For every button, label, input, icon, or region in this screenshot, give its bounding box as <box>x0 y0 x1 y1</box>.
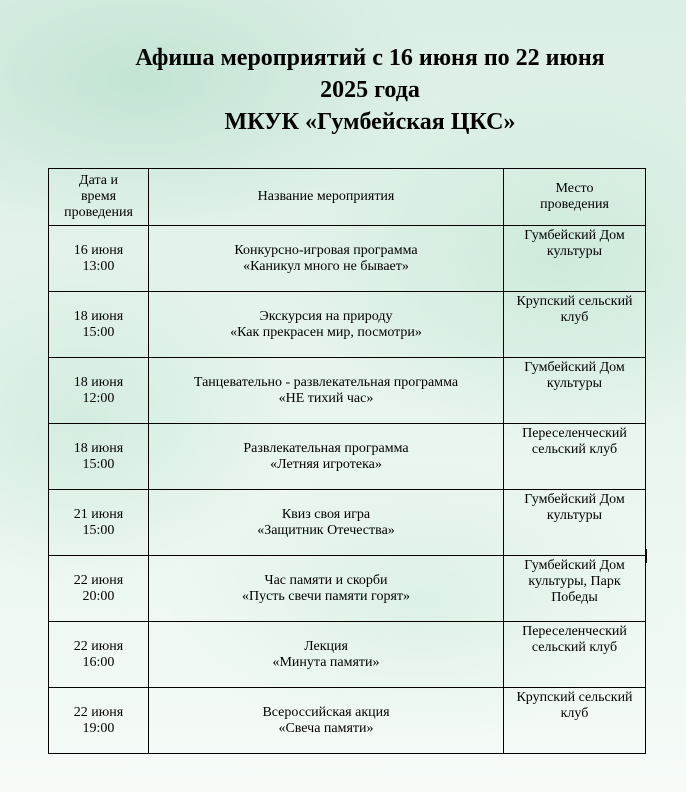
table-row <box>49 688 646 754</box>
event-datetime: 16 июня 13:00 <box>49 226 149 292</box>
event-datetime: 18 июня 15:00 <box>49 292 149 358</box>
page-title <box>95 42 645 138</box>
event-title: Час памяти и скорби «Пусть свечи памяти горят» <box>149 556 504 622</box>
event-datetime: 18 июня 15:00 <box>49 424 149 490</box>
event-place: Гумбейский Дом культуры <box>504 490 646 556</box>
event-title: Экскурсия на природу «Как прекрасен мир, посмотри» <box>149 292 504 358</box>
title-line-3: МКУК «Гумбейская ЦКС» <box>224 109 516 135</box>
event-datetime: 22 июня 19:00 <box>49 688 149 754</box>
event-place: Гумбейский Дом культуры <box>504 358 646 424</box>
header-date: Дата и время проведения <box>49 169 149 226</box>
event-place: Крупский сельский клуб <box>504 292 646 358</box>
event-title: Танцевательно - развлекательная программа «НЕ тихий час» <box>149 358 504 424</box>
event-title: Конкурсно-игровая программа «Каникул много не бывает» <box>149 226 504 292</box>
event-title: Лекция «Минута памяти» <box>149 622 504 688</box>
events-table <box>48 168 646 754</box>
table-header-row <box>49 169 646 226</box>
table-row <box>49 424 646 490</box>
event-place: Гумбейский Дом культуры, Парк Победы <box>504 556 646 622</box>
title-line-2: 2025 года <box>320 77 420 103</box>
header-place: Место проведения <box>504 169 646 226</box>
table-row <box>49 292 646 358</box>
event-datetime: 21 июня 15:00 <box>49 490 149 556</box>
event-place: Гумбейский Дом культуры <box>504 226 646 292</box>
table-row <box>49 226 646 292</box>
event-place: Переселенческий сельский клуб <box>504 424 646 490</box>
event-title: Всероссийская акция «Свеча памяти» <box>149 688 504 754</box>
event-datetime: 18 июня 12:00 <box>49 358 149 424</box>
event-datetime: 22 июня 20:00 <box>49 556 149 622</box>
table-row <box>49 622 646 688</box>
event-place: Крупский сельский клуб <box>504 688 646 754</box>
table-row <box>49 358 646 424</box>
event-place: Переселенческий сельский клуб <box>504 622 646 688</box>
table-row <box>49 490 646 556</box>
event-title: Развлекательная программа «Летняя игротека» <box>149 424 504 490</box>
table-row <box>49 556 646 622</box>
header-event: Название мероприятия <box>149 169 504 226</box>
text-cursor <box>645 549 647 563</box>
event-title: Квиз своя игра «Защитник Отечества» <box>149 490 504 556</box>
event-datetime: 22 июня 16:00 <box>49 622 149 688</box>
title-line-1: Афиша мероприятий с 16 июня по 22 июня <box>135 45 605 71</box>
